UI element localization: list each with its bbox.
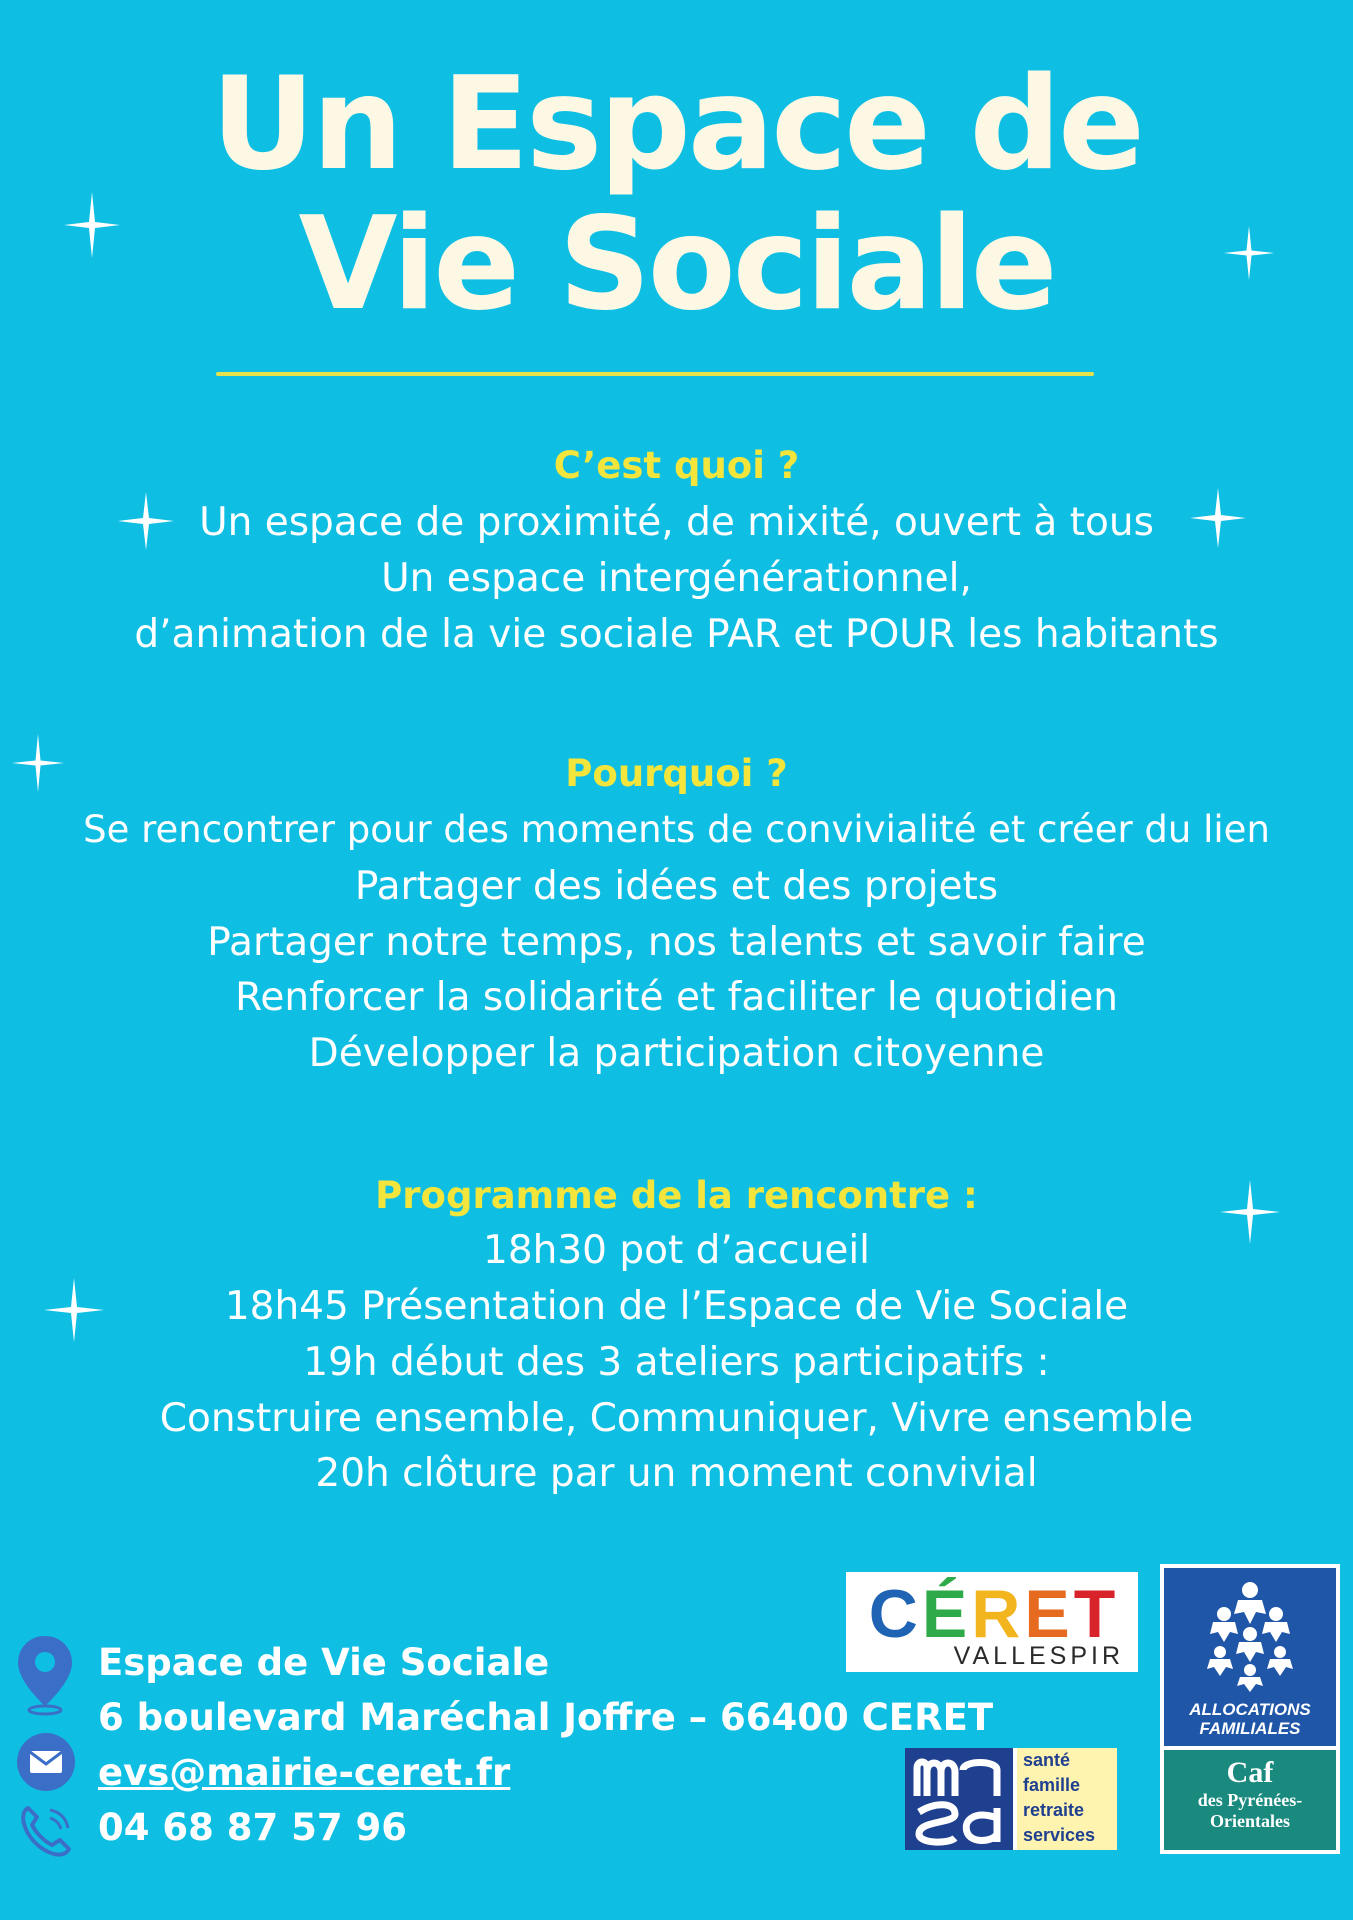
pourquoi-line: Partager des idées et des projets	[354, 864, 999, 909]
msa-item: services	[1023, 1825, 1096, 1845]
ceret-letter: R	[971, 1576, 1021, 1652]
pourquoi-line: Renforcer la solidarité et faciliter le quotidien	[235, 975, 1118, 1020]
title-line-2: Vie Sociale	[298, 190, 1055, 339]
section-heading-programme: Programme de la rencontre :	[375, 1174, 978, 1217]
ceret-letter: E	[1024, 1576, 1070, 1652]
quoi-line: Un espace de proximité, de mixité, ouvert à tous	[199, 500, 1154, 545]
programme-line: 20h clôture par un moment convivial	[315, 1451, 1038, 1496]
msa-mark-icon	[905, 1748, 1013, 1850]
ceret-logo-word	[856, 1576, 1128, 1652]
msa-logo-mark	[905, 1748, 1013, 1850]
caf-people-icon	[1200, 1580, 1300, 1692]
title-underline	[216, 372, 1094, 376]
caf-logo	[1160, 1564, 1340, 1854]
programme-line: 18h30 pot d’accueil	[483, 1228, 870, 1273]
sparkle-icon	[1222, 224, 1276, 282]
caf-top-line: FAMILIALES	[1199, 1719, 1301, 1738]
contact-name: Espace de Vie Sociale	[98, 1641, 550, 1684]
msa-services-list	[1017, 1748, 1117, 1850]
caf-name: Caf	[1226, 1756, 1274, 1789]
location-pin-icon	[14, 1634, 76, 1716]
title-line-1: Un Espace de	[211, 50, 1142, 199]
caf-logo-top	[1164, 1568, 1336, 1746]
section-heading-pourquoi: Pourquoi ?	[565, 752, 788, 795]
ceret-letter: C	[868, 1576, 918, 1652]
pourquoi-line: Partager notre temps, nos talents et savoir faire	[207, 920, 1146, 965]
sparkle-icon	[62, 190, 122, 260]
programme-line: 19h début des 3 ateliers participatifs :	[303, 1340, 1050, 1385]
quoi-line: d’animation de la vie sociale PAR et POUR les habitants	[134, 612, 1219, 657]
pourquoi-line: Se rencontrer pour des moments de convivialité et créer du lien	[83, 808, 1270, 851]
caf-region-line: des Pyrénées-	[1197, 1790, 1303, 1810]
pourquoi-line: Développer la participation citoyenne	[308, 1031, 1045, 1076]
envelope-icon[interactable]	[16, 1732, 76, 1792]
caf-logo-bottom	[1164, 1750, 1336, 1850]
contact-phone[interactable]: 04 68 87 57 96	[98, 1806, 407, 1849]
contact-email-link[interactable]: evs@mairie-ceret.fr	[98, 1751, 511, 1794]
contact-address: 6 boulevard Maréchal Joffre – 66400 CERET	[98, 1696, 994, 1739]
section-heading-quoi: C’est quoi ?	[553, 444, 800, 487]
caf-region-line: Orientales	[1210, 1811, 1290, 1831]
msa-item: santé	[1023, 1750, 1071, 1770]
programme-line: Construire ensemble, Communiquer, Vivre ensemble	[159, 1396, 1194, 1441]
ceret-letter: É	[921, 1576, 968, 1652]
caf-top-line: ALLOCATIONS	[1189, 1700, 1311, 1719]
ceret-vallespir-logo	[846, 1572, 1138, 1672]
quoi-line: Un espace intergénérationnel,	[381, 556, 972, 601]
caf-allocations-label	[1164, 1700, 1336, 1738]
programme-line: 18h45 Présentation de l’Espace de Vie Sociale	[224, 1284, 1129, 1329]
msa-item: famille	[1023, 1775, 1081, 1795]
msa-logo	[905, 1748, 1117, 1850]
msa-item: retraite	[1023, 1800, 1085, 1820]
phone-icon[interactable]	[14, 1800, 76, 1862]
ceret-letter: T	[1073, 1576, 1116, 1652]
ceret-logo-subtitle: VALLESPIR	[953, 1642, 1124, 1670]
